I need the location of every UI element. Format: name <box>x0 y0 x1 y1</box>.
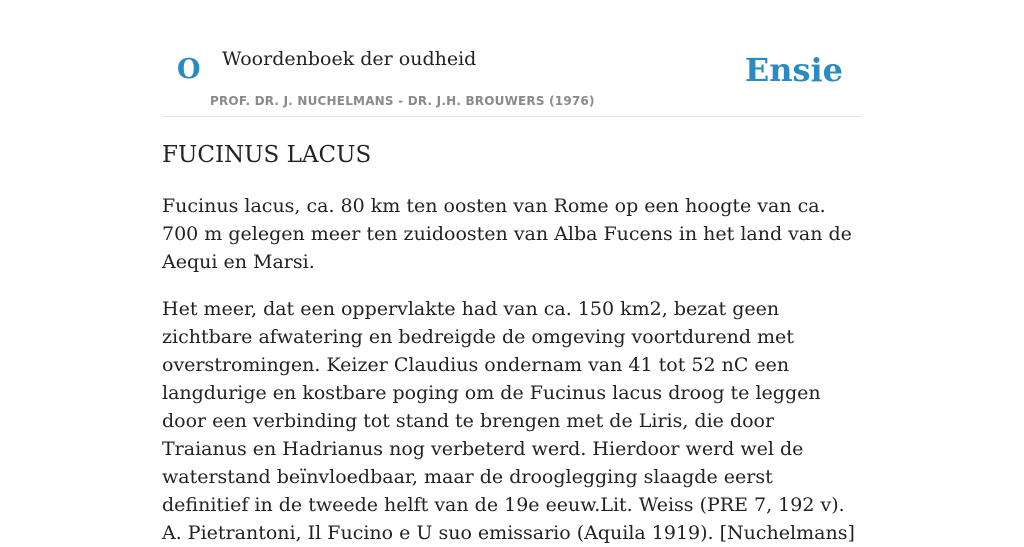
index-letter-link[interactable]: O <box>177 54 201 85</box>
article-paragraph: Fucinus lacus, ca. 80 km ten oosten van Rome op een hoogte van ca. 700 m gelegen meer ten zuidoosten van Alba Fucens in het land van de Aequi en Marsi. <box>162 195 852 273</box>
book-authors: PROF. DR. J. NUCHELMANS - DR. J.H. BROUWERS (1976) <box>210 94 595 108</box>
ensie-logo-link[interactable]: Ensie <box>744 51 843 89</box>
book-title-link[interactable]: Woordenboek der oudheid <box>222 48 477 70</box>
article <box>162 138 864 547</box>
article-paragraph: Het meer, dat een oppervlakte had van ca. 150 km2, bezat geen zichtbare afwatering en bedreigde de omgeving voortdurend met overstromingen. Keizer Claudius ondernam van 41 tot 52 nC een langdurige en kostbare poging om de Fucinus lacus droog te leggen door een verbinding tot stand te brengen met de Liris, die door Traianus en Hadrianus nog verbeterd werd. Hierdoor werd wel de waterstand beïnvloedbaar, maar de drooglegging slaagde eerst definitief in de tweede helft van de 19e eeuw.Lit. Weiss (PRE 7, 192 v). A. Pietrantoni, Il Fucino e U suo emissario (Aquila 1919). [Nuchelmans] <box>162 298 855 544</box>
article-title: FUCINUS LACUS <box>162 142 372 168</box>
header <box>162 0 862 117</box>
